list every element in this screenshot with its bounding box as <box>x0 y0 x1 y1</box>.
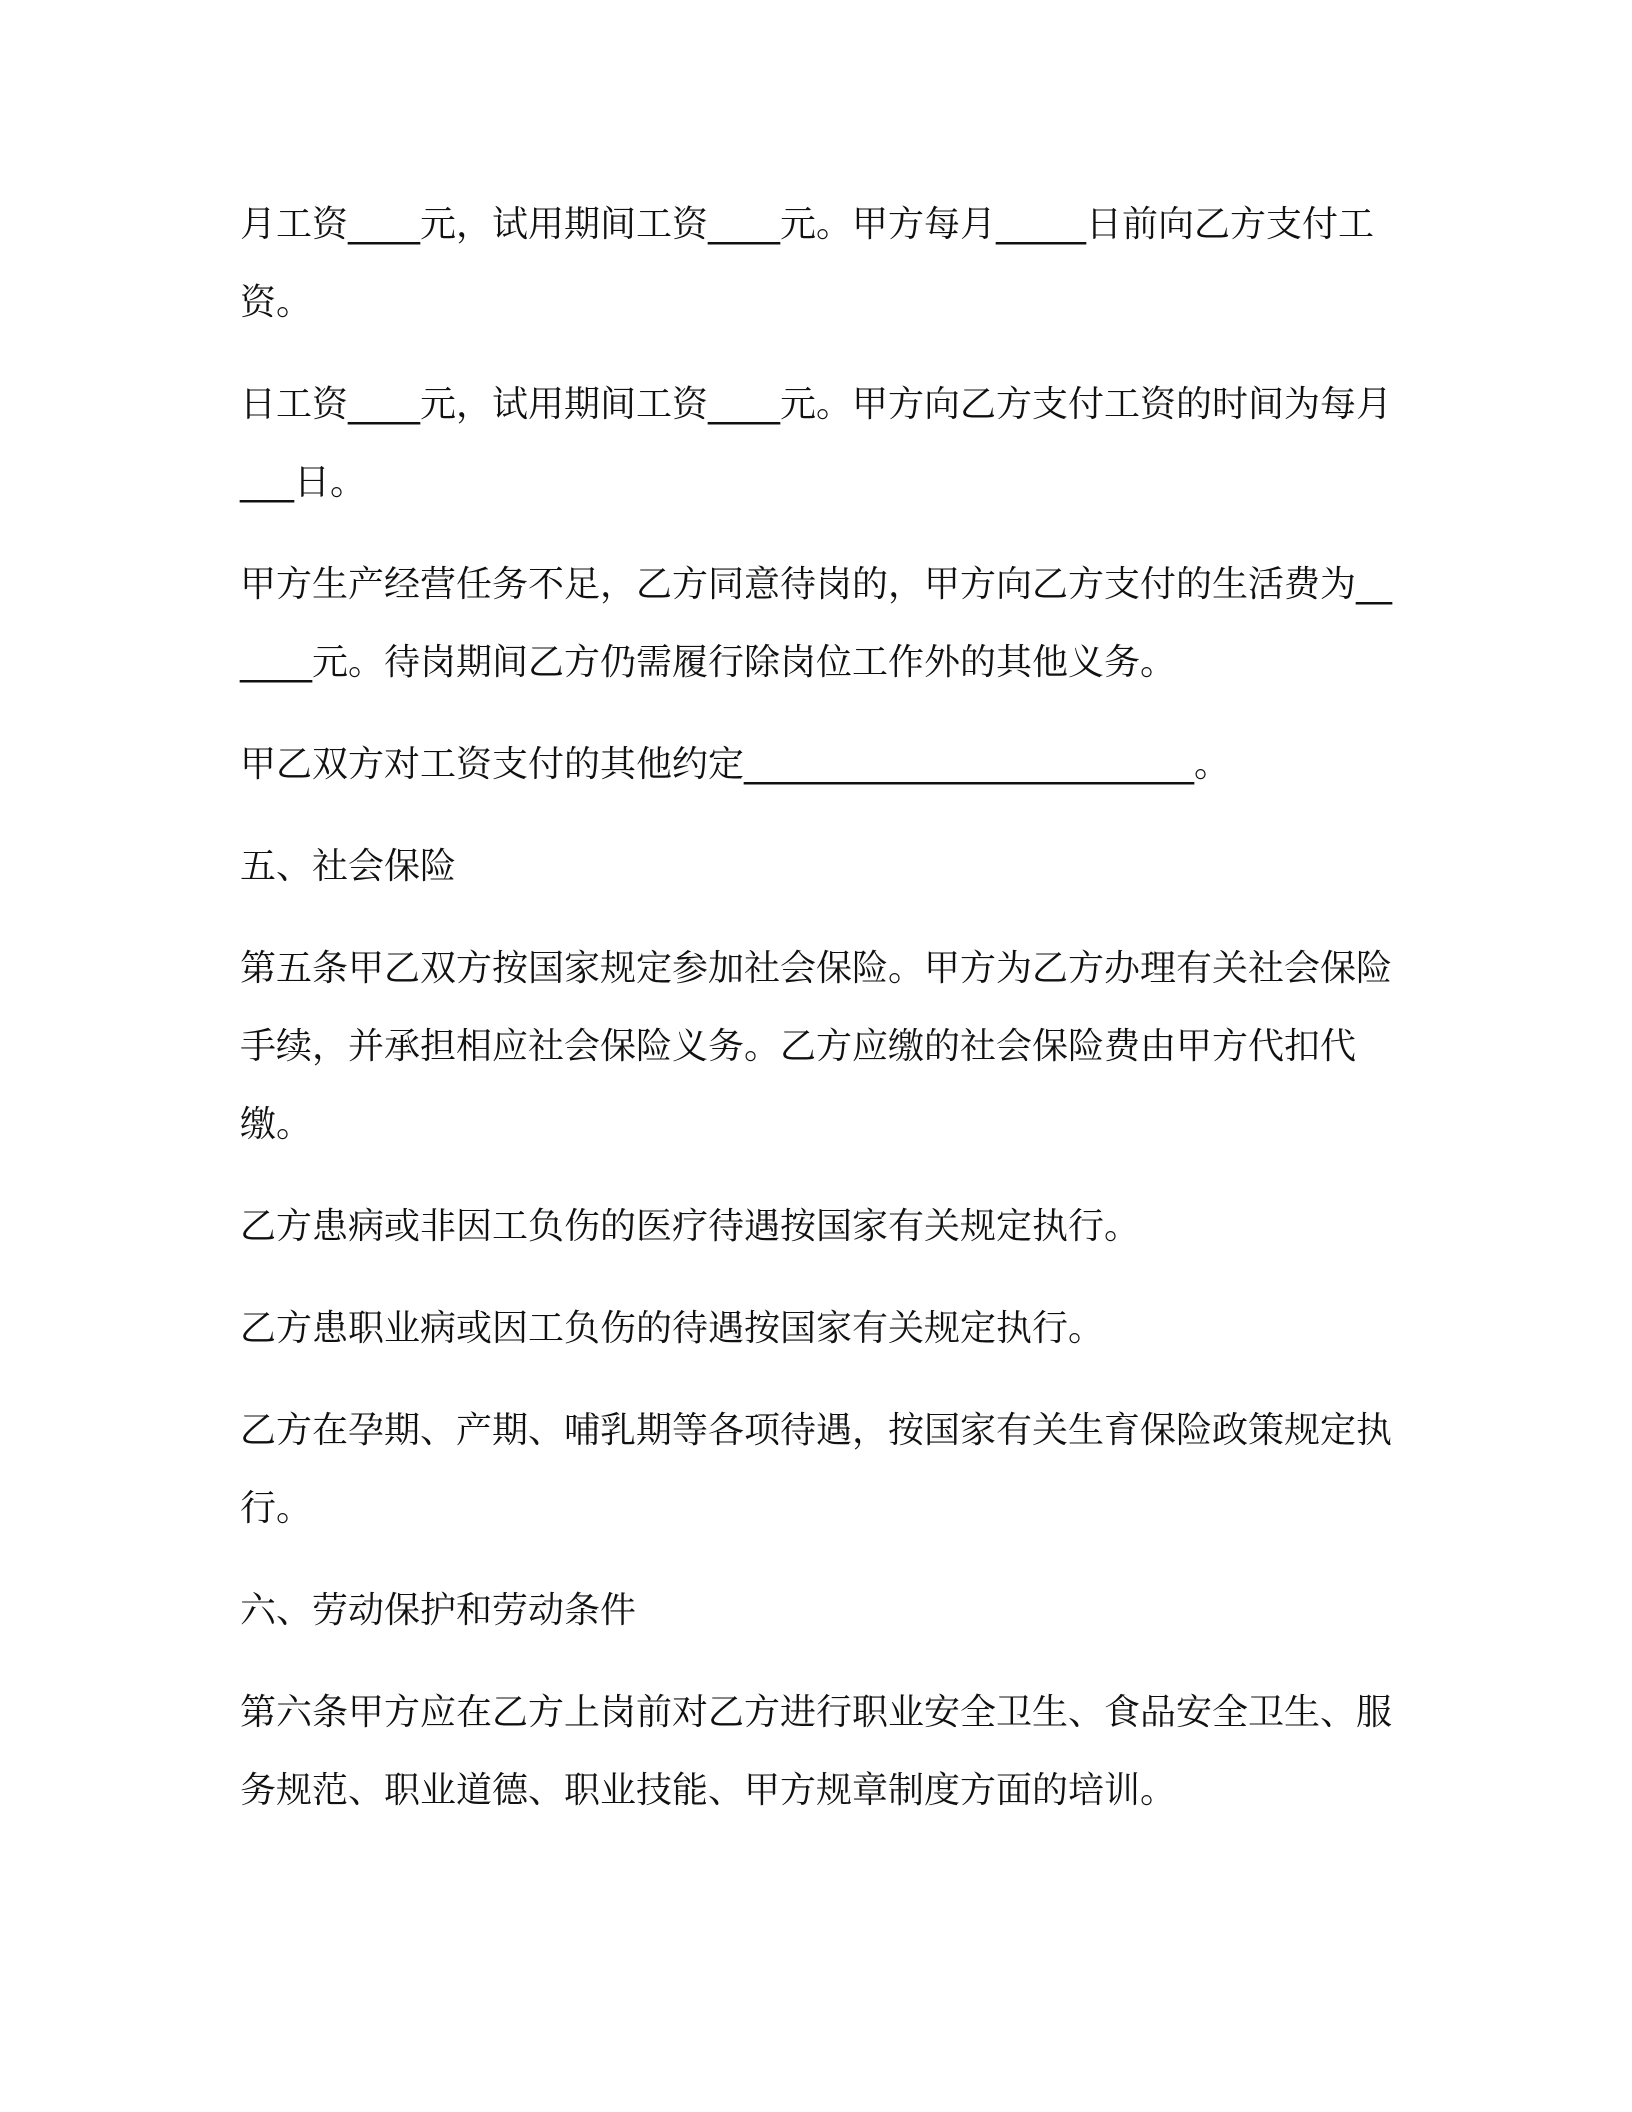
paragraph-other-wage-terms: 甲乙双方对工资支付的其他约定_________________________。 <box>240 744 1231 785</box>
paragraph-occupational-injury: 乙方患职业病或因工负伤的待遇按国家有关规定执行。 <box>240 1308 1105 1349</box>
paragraph-daily-wage: 日工资____元，试用期间工资____元。甲方向乙方支付工资的时间为每月___日。 <box>240 384 1393 503</box>
paragraph-maternity-benefits: 乙方在孕期、产期、哺乳期等各项待遇，按国家有关生育保险政策规定执行。 <box>240 1410 1393 1529</box>
paragraph-article-5: 第五条甲乙双方按国家规定参加社会保险。甲方为乙方办理有关社会保险手续，并承担相应社会保险义务。乙方应缴的社会保险费由甲方代扣代缴。 <box>240 948 1393 1145</box>
section-heading-social-insurance: 五、社会保险 <box>240 846 457 887</box>
paragraph-medical-treatment: 乙方患病或非因工负伤的医疗待遇按国家有关规定执行。 <box>240 1206 1141 1247</box>
paragraph-monthly-wage: 月工资____元，试用期间工资____元。甲方每月_____日前向乙方支付工资。 <box>240 204 1375 323</box>
document-body <box>240 186 1400 1854</box>
paragraph-standby-allowance: 甲方生产经营任务不足，乙方同意待岗的，甲方向乙方支付的生活费为______元。待岗期间乙方仍需履行除岗位工作外的其他义务。 <box>240 564 1393 683</box>
paragraph-article-6: 第六条甲方应在乙方上岗前对乙方进行职业安全卫生、食品安全卫生、服务规范、职业道德、职业技能、甲方规章制度方面的培训。 <box>240 1692 1393 1811</box>
section-heading-labor-protection: 六、劳动保护和劳动条件 <box>240 1590 637 1631</box>
